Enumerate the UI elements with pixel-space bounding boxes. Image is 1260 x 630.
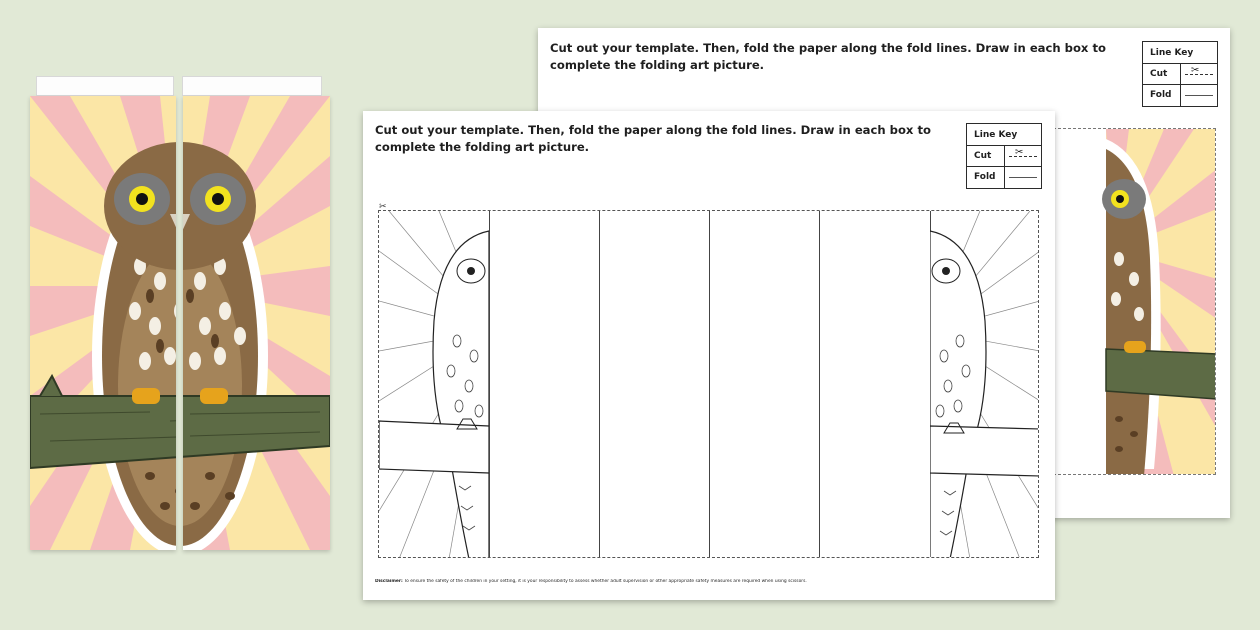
fold-line-4 [819,211,820,557]
line-key-cut-label: Cut [1143,64,1181,84]
line-key-cut-row [1143,64,1217,85]
fold-tab-right [182,76,322,96]
craft-panel-right [183,96,330,550]
template-sheet-front [363,111,1055,600]
scissors-icon: ✂ [379,202,387,212]
craft-panel-left [30,96,176,550]
owl-icon [379,211,489,558]
fold-line-1 [489,211,490,557]
fold-line-sample [1005,167,1041,188]
disclaimer-text: To ensure the safety of the children in your setting, it is your responsibility to assess whether adult supervision or other appropriate safety measures are required when using scissors. [404,579,807,584]
disclaimer-label: Disclaimer: [375,579,403,584]
owl-icon [30,96,176,550]
owl-outline-right [930,211,1039,557]
cut-line-sample [1181,64,1217,84]
line-key-title: Line Key [1143,42,1217,64]
fold-line-3 [709,211,710,557]
line-key [966,123,1042,189]
line-key-fold-row [1143,85,1217,106]
line-key-fold-label: Fold [1143,85,1181,106]
cut-line-sample [1005,146,1041,166]
line-key-cut-label: Cut [967,146,1005,166]
fold-tab-left [36,76,174,96]
line-key-title: Line Key [967,124,1041,146]
fold-line-sample [1181,85,1217,106]
owl-icon [930,211,1039,558]
template-strip-outline [378,210,1039,558]
line-key-fold-row [967,167,1041,188]
fold-line-2 [599,211,600,557]
line-key-cut-row [967,146,1041,167]
owl-outline-left [379,211,489,557]
instructions-text: Cut out your template. Then, fold the paper along the fold lines. Draw in each box to complete the folding art picture. [550,41,1106,72]
folded-owl-craft [30,84,330,550]
owl-icon [183,96,330,550]
instructions-text: Cut out your template. Then, fold the paper along the fold lines. Draw in each box to complete the folding art picture. [375,123,931,154]
line-key [1142,41,1218,107]
disclaimer [375,579,1035,584]
scissors-icon: ✂ [1015,147,1024,158]
scissors-icon: ✂ [1191,65,1200,76]
line-key-fold-label: Fold [967,167,1005,188]
